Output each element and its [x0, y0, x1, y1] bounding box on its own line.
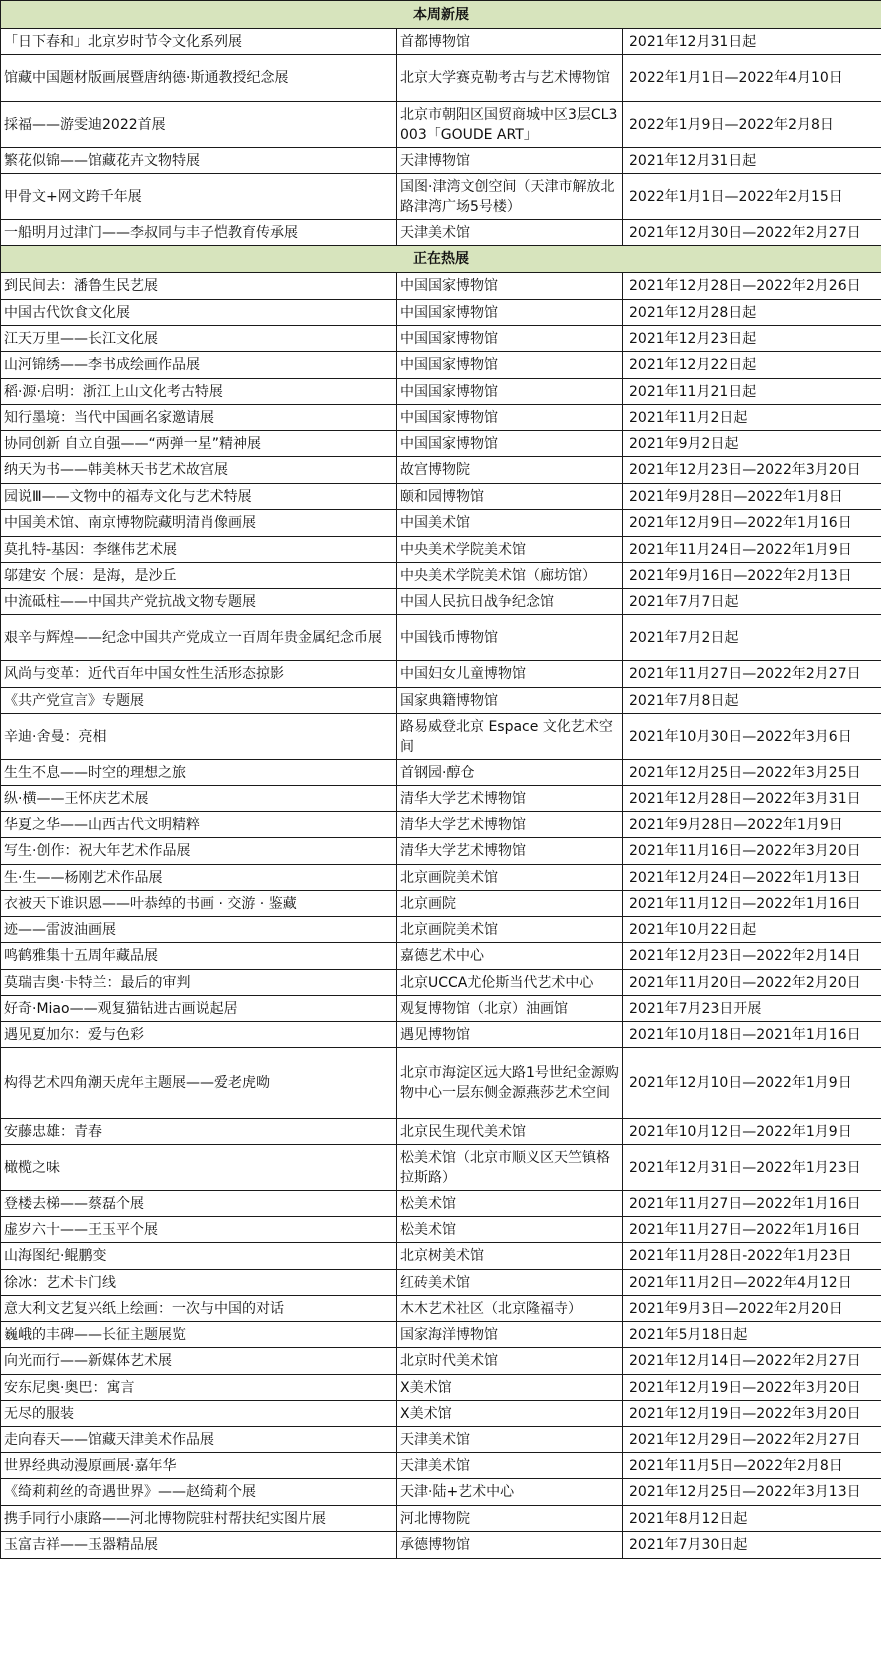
table-row	[1, 1191, 881, 1217]
exhibition-name-cell: 安东尼奥·奥巴：寓言	[1, 1375, 397, 1401]
date-cell: 2021年10月22日起	[623, 917, 881, 943]
exhibition-name-cell: 世界经典动漫原画展·嘉年华	[1, 1453, 397, 1479]
exhibition-name-cell: 莫瑞吉奥·卡特兰：最后的审判	[1, 970, 397, 996]
exhibition-name-cell: 馆藏中国题材版画展暨唐纳德·斯通教授纪念展	[1, 55, 397, 102]
table-row	[1, 865, 881, 891]
date-cell: 2021年12月31日起	[623, 29, 881, 55]
exhibition-name-cell: 无尽的服装	[1, 1401, 397, 1427]
exhibition-name-cell: 生·生——杨刚艺术作品展	[1, 865, 397, 891]
date-cell: 2021年12月25日—2022年3月13日	[623, 1479, 881, 1506]
exhibition-name-cell: 纵·横——王怀庆艺术展	[1, 786, 397, 812]
table-row	[1, 510, 881, 537]
date-cell: 2022年1月1日—2022年4月10日	[623, 55, 881, 102]
exhibition-name-cell: 华夏之华——山西古代文明精粹	[1, 812, 397, 838]
exhibition-name-cell: 衣被天下谁识恩——叶恭绰的书画 · 交游 · 鉴藏	[1, 891, 397, 917]
date-cell: 2021年9月3日—2022年2月20日	[623, 1296, 881, 1322]
venue-cell: 观复博物馆（北京）油画馆	[397, 996, 623, 1022]
table-row	[1, 1479, 881, 1506]
exhibition-name-cell: 迹——雷波油画展	[1, 917, 397, 943]
exhibition-name-cell: 採福——游雯迪2022首展	[1, 102, 397, 148]
exhibition-name-cell: 知行墨境：当代中国画名家邀请展	[1, 405, 397, 431]
exhibition-name-cell: 江天万里——长江文化展	[1, 326, 397, 352]
date-cell: 2021年12月31日—2022年1月23日	[623, 1145, 881, 1191]
date-cell: 2021年11月20日—2022年2月20日	[623, 970, 881, 996]
exhibition-name-cell: 好奇·Miao——观复猫钻进古画说起居	[1, 996, 397, 1022]
table-row	[1, 1243, 881, 1270]
table-row	[1, 537, 881, 563]
venue-cell: 松美术馆	[397, 1191, 623, 1217]
exhibition-name-cell: 遇见夏加尔：爱与色彩	[1, 1022, 397, 1048]
exhibition-name-cell: 携手同行小康路——河北博物院驻村帮扶纪实图片展	[1, 1506, 397, 1532]
table-row	[1, 714, 881, 760]
venue-cell: 天津·陆+艺术中心	[397, 1479, 623, 1506]
venue-cell: 故宫博物院	[397, 457, 623, 484]
exhibition-name-cell: 稻·源·启明：浙江上山文化考古特展	[1, 379, 397, 405]
table-row	[1, 484, 881, 510]
exhibition-name-cell: 意大利文艺复兴纸上绘画：一次与中国的对话	[1, 1296, 397, 1322]
date-cell: 2021年12月25日—2022年3月25日	[623, 760, 881, 786]
date-cell: 2021年9月16日—2022年2月13日	[623, 563, 881, 589]
table-row	[1, 352, 881, 379]
date-cell: 2021年7月30日起	[623, 1532, 881, 1559]
section-header-row	[1, 1, 881, 29]
date-cell: 2021年7月2日起	[623, 615, 881, 661]
date-cell: 2021年9月28日—2022年1月8日	[623, 484, 881, 510]
exhibition-name-cell: 写生·创作：祝大年艺术作品展	[1, 838, 397, 865]
table-row	[1, 102, 881, 148]
venue-cell: 北京市海淀区远大路1号世纪金源购物中心一层东侧金源燕莎艺术空间	[397, 1048, 623, 1119]
table-row	[1, 1532, 881, 1559]
venue-cell: 北京树美术馆	[397, 1243, 623, 1270]
table-row	[1, 55, 881, 102]
date-cell: 2021年12月9日—2022年1月16日	[623, 510, 881, 537]
exhibition-name-cell: 纳天为书——韩美林天书艺术故宫展	[1, 457, 397, 484]
date-cell: 2021年11月24日—2022年1月9日	[623, 537, 881, 563]
date-cell: 2021年11月5日—2022年2月8日	[623, 1453, 881, 1479]
exhibition-name-cell: 一船明月过津门——李叔同与丰子恺教育传承展	[1, 220, 397, 246]
venue-cell: 国家典籍博物馆	[397, 688, 623, 714]
venue-cell: 中国美术馆	[397, 510, 623, 537]
exhibition-name-cell: 山河锦绣——李书成绘画作品展	[1, 352, 397, 379]
venue-cell: 北京画院美术馆	[397, 865, 623, 891]
venue-cell: 中国国家博物馆	[397, 379, 623, 405]
venue-cell: 北京画院美术馆	[397, 917, 623, 943]
venue-cell: 中国妇女儿童博物馆	[397, 661, 623, 688]
exhibition-name-cell: 鸣鹤雅集十五周年藏品展	[1, 943, 397, 970]
date-cell: 2021年12月28日—2022年2月26日	[623, 273, 881, 300]
exhibition-name-cell: 风尚与变革：近代百年中国女性生活形态掠影	[1, 661, 397, 688]
venue-cell: 遇见博物馆	[397, 1022, 623, 1048]
exhibition-name-cell: 中流砥柱——中国共产党抗战文物专题展	[1, 589, 397, 615]
venue-cell: 中国国家博物馆	[397, 405, 623, 431]
table-row	[1, 996, 881, 1022]
table-row	[1, 220, 881, 246]
table-row	[1, 812, 881, 838]
table-row	[1, 563, 881, 589]
date-cell: 2021年11月2日—2022年4月12日	[623, 1270, 881, 1296]
venue-cell: 天津美术馆	[397, 1427, 623, 1453]
exhibition-name-cell: 到民间去：潘鲁生民艺展	[1, 273, 397, 300]
date-cell: 2021年7月7日起	[623, 589, 881, 615]
table-row	[1, 1375, 881, 1401]
exhibition-name-cell: 《共产党宣言》专题展	[1, 688, 397, 714]
table-row	[1, 970, 881, 996]
table-row	[1, 1453, 881, 1479]
date-cell: 2021年12月10日—2022年1月9日	[623, 1048, 881, 1119]
exhibition-name-cell: 园说Ⅲ——文物中的福寿文化与艺术特展	[1, 484, 397, 510]
date-cell: 2021年10月12日—2022年1月9日	[623, 1119, 881, 1145]
date-cell: 2021年7月8日起	[623, 688, 881, 714]
section-title: 本周新展	[1, 1, 881, 29]
table-row	[1, 1322, 881, 1348]
table-row	[1, 1427, 881, 1453]
date-cell: 2022年1月9日—2022年2月8日	[623, 102, 881, 148]
exhibition-name-cell: 艰辛与辉煌——纪念中国共产党成立一百周年贵金属纪念币展	[1, 615, 397, 661]
exhibition-name-cell: 构得艺术四角潮天虎年主题展——爱老虎呦	[1, 1048, 397, 1119]
table-row	[1, 326, 881, 352]
exhibition-name-cell: 玉富吉祥——玉器精品展	[1, 1532, 397, 1559]
venue-cell: 中国国家博物馆	[397, 352, 623, 379]
date-cell: 2021年12月30日—2022年2月27日	[623, 220, 881, 246]
table-row	[1, 917, 881, 943]
table-row	[1, 1145, 881, 1191]
table-row	[1, 1348, 881, 1375]
date-cell: 2021年12月28日起	[623, 300, 881, 326]
date-cell: 2021年9月2日起	[623, 431, 881, 457]
venue-cell: 国家海洋博物馆	[397, 1322, 623, 1348]
date-cell: 2021年8月12日起	[623, 1506, 881, 1532]
section-title: 正在热展	[1, 246, 881, 273]
date-cell: 2021年12月22日起	[623, 352, 881, 379]
date-cell: 2021年12月29日—2022年2月27日	[623, 1427, 881, 1453]
venue-cell: 天津博物馆	[397, 148, 623, 174]
table-row	[1, 838, 881, 865]
date-cell: 2021年12月23日—2022年2月14日	[623, 943, 881, 970]
table-row	[1, 457, 881, 484]
table-row	[1, 589, 881, 615]
table-row	[1, 300, 881, 326]
venue-cell: 天津美术馆	[397, 220, 623, 246]
table-row	[1, 688, 881, 714]
exhibition-name-cell: 虚岁六十——王玉平个展	[1, 1217, 397, 1243]
table-row	[1, 379, 881, 405]
venue-cell: 北京市朝阳区国贸商城中区3层CL3003「GOUDE ART」	[397, 102, 623, 148]
date-cell: 2021年7月23日开展	[623, 996, 881, 1022]
table-row	[1, 1506, 881, 1532]
venue-cell: 清华大学艺术博物馆	[397, 786, 623, 812]
exhibition-name-cell: 中国美术馆、南京博物院藏明清肖像画展	[1, 510, 397, 537]
venue-cell: 中央美术学院美术馆	[397, 537, 623, 563]
venue-cell: 清华大学艺术博物馆	[397, 838, 623, 865]
table-row	[1, 1048, 881, 1119]
exhibition-name-cell: 辛迪·舍曼：亮相	[1, 714, 397, 760]
venue-cell: 中国钱币博物馆	[397, 615, 623, 661]
table-row	[1, 1296, 881, 1322]
table-row	[1, 174, 881, 220]
table-row	[1, 431, 881, 457]
date-cell: 2021年5月18日起	[623, 1322, 881, 1348]
table-row	[1, 29, 881, 55]
venue-cell: X美术馆	[397, 1401, 623, 1427]
date-cell: 2021年11月16日—2022年3月20日	[623, 838, 881, 865]
table-row	[1, 891, 881, 917]
venue-cell: 松美术馆（北京市顺义区天竺镇格拉斯路）	[397, 1145, 623, 1191]
table-row	[1, 1022, 881, 1048]
venue-cell: 中国国家博物馆	[397, 273, 623, 300]
venue-cell: 嘉德艺术中心	[397, 943, 623, 970]
venue-cell: 北京大学赛克勒考古与艺术博物馆	[397, 55, 623, 102]
exhibition-name-cell: 走向春天——馆藏天津美术作品展	[1, 1427, 397, 1453]
table-row	[1, 405, 881, 431]
exhibition-name-cell: 《绮莉莉丝的奇遇世界》——赵绮莉个展	[1, 1479, 397, 1506]
venue-cell: 松美术馆	[397, 1217, 623, 1243]
exhibition-name-cell: 生生不息——时空的理想之旅	[1, 760, 397, 786]
table-row	[1, 760, 881, 786]
venue-cell: 河北博物院	[397, 1506, 623, 1532]
date-cell: 2021年12月24日—2022年1月13日	[623, 865, 881, 891]
venue-cell: 中国国家博物馆	[397, 300, 623, 326]
venue-cell: 承德博物馆	[397, 1532, 623, 1559]
date-cell: 2021年12月28日—2022年3月31日	[623, 786, 881, 812]
section-header-row	[1, 246, 881, 273]
date-cell: 2021年11月12日—2022年1月16日	[623, 891, 881, 917]
date-cell: 2021年12月23日起	[623, 326, 881, 352]
venue-cell: X美术馆	[397, 1375, 623, 1401]
venue-cell: 国图·津湾文创空间（天津市解放北路津湾广场5号楼）	[397, 174, 623, 220]
venue-cell: 北京时代美术馆	[397, 1348, 623, 1375]
date-cell: 2021年11月27日—2022年2月27日	[623, 661, 881, 688]
date-cell: 2021年12月14日—2022年2月27日	[623, 1348, 881, 1375]
venue-cell: 中央美术学院美术馆（廊坊馆）	[397, 563, 623, 589]
exhibition-name-cell: 山海图纪·鲲鹏变	[1, 1243, 397, 1270]
venue-cell: 首都博物馆	[397, 29, 623, 55]
date-cell: 2021年12月19日—2022年3月20日	[623, 1375, 881, 1401]
exhibition-name-cell: 邬建安 个展：是海，是沙丘	[1, 563, 397, 589]
date-cell: 2021年12月31日起	[623, 148, 881, 174]
exhibition-name-cell: 向光而行——新媒体艺术展	[1, 1348, 397, 1375]
table-row	[1, 661, 881, 688]
venue-cell: 首钢园·醇仓	[397, 760, 623, 786]
table-row	[1, 786, 881, 812]
date-cell: 2021年11月21日起	[623, 379, 881, 405]
exhibition-name-cell: 巍峨的丰碑——长征主题展览	[1, 1322, 397, 1348]
venue-cell: 红砖美术馆	[397, 1270, 623, 1296]
date-cell: 2021年10月30日—2022年3月6日	[623, 714, 881, 760]
table-row	[1, 943, 881, 970]
exhibition-name-cell: 登楼去梯——蔡磊个展	[1, 1191, 397, 1217]
venue-cell: 颐和园博物馆	[397, 484, 623, 510]
exhibition-name-cell: 莫扎特-基因：李继伟艺术展	[1, 537, 397, 563]
table-row	[1, 148, 881, 174]
table-row	[1, 273, 881, 300]
venue-cell: 北京民生现代美术馆	[397, 1119, 623, 1145]
venue-cell: 中国国家博物馆	[397, 431, 623, 457]
exhibition-name-cell: 甲骨文+网文跨千年展	[1, 174, 397, 220]
table-row	[1, 615, 881, 661]
date-cell: 2021年11月28日-2022年1月23日	[623, 1243, 881, 1270]
venue-cell: 木木艺术社区（北京隆福寺）	[397, 1296, 623, 1322]
date-cell: 2021年12月19日—2022年3月20日	[623, 1401, 881, 1427]
venue-cell: 北京UCCA尤伦斯当代艺术中心	[397, 970, 623, 996]
venue-cell: 天津美术馆	[397, 1453, 623, 1479]
exhibition-name-cell: 「日下春和」北京岁时节令文化系列展	[1, 29, 397, 55]
date-cell: 2021年11月27日—2022年1月16日	[623, 1217, 881, 1243]
exhibition-name-cell: 繁花似锦——馆藏花卉文物特展	[1, 148, 397, 174]
exhibition-name-cell: 徐冰：艺术卡门线	[1, 1270, 397, 1296]
venue-cell: 清华大学艺术博物馆	[397, 812, 623, 838]
exhibition-name-cell: 安藤忠雄：青春	[1, 1119, 397, 1145]
exhibition-name-cell: 橄榄之味	[1, 1145, 397, 1191]
exhibition-name-cell: 协同创新 自立自强——“两弹一星”精神展	[1, 431, 397, 457]
table-row	[1, 1270, 881, 1296]
exhibition-name-cell: 中国古代饮食文化展	[1, 300, 397, 326]
venue-cell: 中国国家博物馆	[397, 326, 623, 352]
date-cell: 2021年11月27日—2022年1月16日	[623, 1191, 881, 1217]
date-cell: 2021年10月18日—2021年1月16日	[623, 1022, 881, 1048]
date-cell: 2021年12月23日—2022年3月20日	[623, 457, 881, 484]
table-row	[1, 1401, 881, 1427]
table-row	[1, 1119, 881, 1145]
venue-cell: 北京画院	[397, 891, 623, 917]
date-cell: 2021年9月28日—2022年1月9日	[623, 812, 881, 838]
table-row	[1, 1217, 881, 1243]
venue-cell: 路易威登北京 Espace 文化艺术空间	[397, 714, 623, 760]
date-cell: 2022年1月1日—2022年2月15日	[623, 174, 881, 220]
date-cell: 2021年11月2日起	[623, 405, 881, 431]
venue-cell: 中国人民抗日战争纪念馆	[397, 589, 623, 615]
